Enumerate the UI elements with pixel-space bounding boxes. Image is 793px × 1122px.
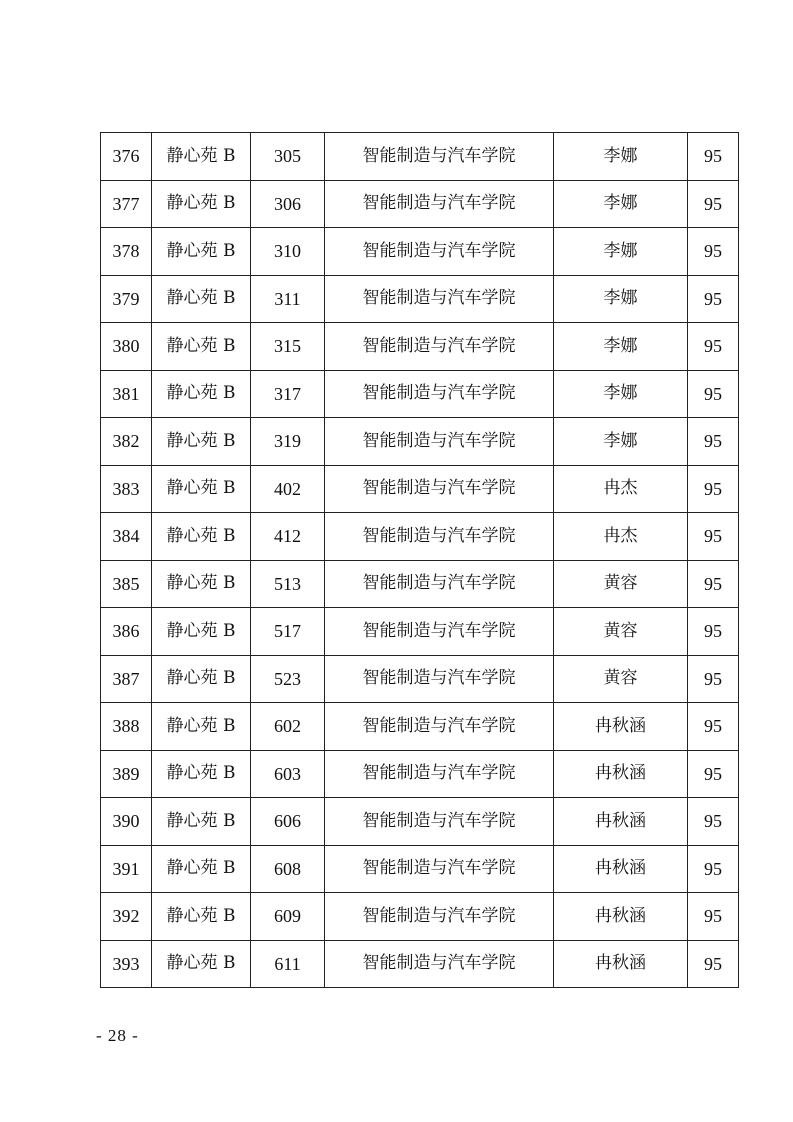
score-cell: 95 (688, 608, 739, 656)
table-row (101, 798, 739, 846)
building-cell: 静心苑 B (152, 228, 251, 276)
counselor-name-cell: 李娜 (554, 275, 688, 323)
counselor-name-cell: 冉秋涵 (554, 940, 688, 988)
row-number-cell: 379 (101, 275, 152, 323)
building-cell: 静心苑 B (152, 893, 251, 941)
score-cell: 95 (688, 275, 739, 323)
room-number-cell: 317 (251, 370, 325, 418)
score-cell: 95 (688, 798, 739, 846)
room-number-cell: 311 (251, 275, 325, 323)
row-number-cell: 377 (101, 180, 152, 228)
college-cell: 智能制造与汽车学院 (325, 323, 554, 371)
row-number-cell: 386 (101, 608, 152, 656)
table-row (101, 608, 739, 656)
building-cell: 静心苑 B (152, 845, 251, 893)
room-number-cell: 315 (251, 323, 325, 371)
score-cell: 95 (688, 418, 739, 466)
row-number-cell: 389 (101, 750, 152, 798)
room-number-cell: 603 (251, 750, 325, 798)
table-row (101, 370, 739, 418)
table-body (101, 133, 739, 988)
room-number-cell: 310 (251, 228, 325, 276)
room-number-cell: 402 (251, 465, 325, 513)
score-cell: 95 (688, 133, 739, 181)
score-cell: 95 (688, 560, 739, 608)
counselor-name-cell: 李娜 (554, 228, 688, 276)
score-cell: 95 (688, 465, 739, 513)
building-cell: 静心苑 B (152, 418, 251, 466)
room-number-cell: 611 (251, 940, 325, 988)
counselor-name-cell: 李娜 (554, 133, 688, 181)
row-number-cell: 392 (101, 893, 152, 941)
counselor-name-cell: 李娜 (554, 370, 688, 418)
room-number-cell: 608 (251, 845, 325, 893)
counselor-name-cell: 冉秋涵 (554, 750, 688, 798)
counselor-name-cell: 冉杰 (554, 513, 688, 561)
table-row (101, 275, 739, 323)
score-cell: 95 (688, 323, 739, 371)
row-number-cell: 388 (101, 703, 152, 751)
table-row (101, 845, 739, 893)
counselor-name-cell: 李娜 (554, 418, 688, 466)
building-cell: 静心苑 B (152, 133, 251, 181)
college-cell: 智能制造与汽车学院 (325, 703, 554, 751)
score-cell: 95 (688, 940, 739, 988)
building-cell: 静心苑 B (152, 560, 251, 608)
row-number-cell: 393 (101, 940, 152, 988)
building-cell: 静心苑 B (152, 465, 251, 513)
table-row (101, 465, 739, 513)
score-cell: 95 (688, 228, 739, 276)
row-number-cell: 378 (101, 228, 152, 276)
college-cell: 智能制造与汽车学院 (325, 608, 554, 656)
college-cell: 智能制造与汽车学院 (325, 370, 554, 418)
table-row (101, 560, 739, 608)
college-cell: 智能制造与汽车学院 (325, 180, 554, 228)
table-row (101, 418, 739, 466)
room-number-cell: 319 (251, 418, 325, 466)
room-number-cell: 513 (251, 560, 325, 608)
counselor-name-cell: 李娜 (554, 323, 688, 371)
row-number-cell: 376 (101, 133, 152, 181)
college-cell: 智能制造与汽车学院 (325, 275, 554, 323)
building-cell: 静心苑 B (152, 655, 251, 703)
building-cell: 静心苑 B (152, 370, 251, 418)
table-row (101, 893, 739, 941)
row-number-cell: 382 (101, 418, 152, 466)
row-number-cell: 383 (101, 465, 152, 513)
room-number-cell: 606 (251, 798, 325, 846)
building-cell: 静心苑 B (152, 798, 251, 846)
counselor-name-cell: 李娜 (554, 180, 688, 228)
row-number-cell: 387 (101, 655, 152, 703)
table-row (101, 513, 739, 561)
college-cell: 智能制造与汽车学院 (325, 133, 554, 181)
page-number: - 28 - (96, 1026, 139, 1045)
score-cell: 95 (688, 893, 739, 941)
score-cell: 95 (688, 513, 739, 561)
row-number-cell: 391 (101, 845, 152, 893)
building-cell: 静心苑 B (152, 275, 251, 323)
score-cell: 95 (688, 703, 739, 751)
building-cell: 静心苑 B (152, 750, 251, 798)
counselor-name-cell: 冉秋涵 (554, 893, 688, 941)
counselor-name-cell: 黄容 (554, 608, 688, 656)
room-number-cell: 306 (251, 180, 325, 228)
college-cell: 智能制造与汽车学院 (325, 940, 554, 988)
building-cell: 静心苑 B (152, 180, 251, 228)
table-row (101, 323, 739, 371)
table-row (101, 133, 739, 181)
building-cell: 静心苑 B (152, 608, 251, 656)
building-cell: 静心苑 B (152, 940, 251, 988)
table-row (101, 750, 739, 798)
college-cell: 智能制造与汽车学院 (325, 228, 554, 276)
room-number-cell: 523 (251, 655, 325, 703)
counselor-name-cell: 冉秋涵 (554, 798, 688, 846)
counselor-name-cell: 冉秋涵 (554, 845, 688, 893)
college-cell: 智能制造与汽车学院 (325, 845, 554, 893)
room-number-cell: 517 (251, 608, 325, 656)
college-cell: 智能制造与汽车学院 (325, 750, 554, 798)
room-number-cell: 305 (251, 133, 325, 181)
college-cell: 智能制造与汽车学院 (325, 418, 554, 466)
counselor-name-cell: 冉秋涵 (554, 703, 688, 751)
room-number-cell: 602 (251, 703, 325, 751)
college-cell: 智能制造与汽车学院 (325, 893, 554, 941)
building-cell: 静心苑 B (152, 513, 251, 561)
room-number-cell: 609 (251, 893, 325, 941)
score-cell: 95 (688, 370, 739, 418)
college-cell: 智能制造与汽车学院 (325, 655, 554, 703)
college-cell: 智能制造与汽车学院 (325, 798, 554, 846)
room-number-cell: 412 (251, 513, 325, 561)
row-number-cell: 384 (101, 513, 152, 561)
table-row (101, 655, 739, 703)
table-row (101, 180, 739, 228)
table-row (101, 940, 739, 988)
counselor-name-cell: 黄容 (554, 560, 688, 608)
score-cell: 95 (688, 845, 739, 893)
score-cell: 95 (688, 750, 739, 798)
building-cell: 静心苑 B (152, 703, 251, 751)
score-cell: 95 (688, 180, 739, 228)
row-number-cell: 380 (101, 323, 152, 371)
counselor-name-cell: 冉杰 (554, 465, 688, 513)
score-cell: 95 (688, 655, 739, 703)
building-cell: 静心苑 B (152, 323, 251, 371)
table-row (101, 228, 739, 276)
college-cell: 智能制造与汽车学院 (325, 560, 554, 608)
dormitory-score-table (100, 132, 739, 988)
row-number-cell: 390 (101, 798, 152, 846)
college-cell: 智能制造与汽车学院 (325, 513, 554, 561)
college-cell: 智能制造与汽车学院 (325, 465, 554, 513)
table-row (101, 703, 739, 751)
row-number-cell: 385 (101, 560, 152, 608)
row-number-cell: 381 (101, 370, 152, 418)
counselor-name-cell: 黄容 (554, 655, 688, 703)
